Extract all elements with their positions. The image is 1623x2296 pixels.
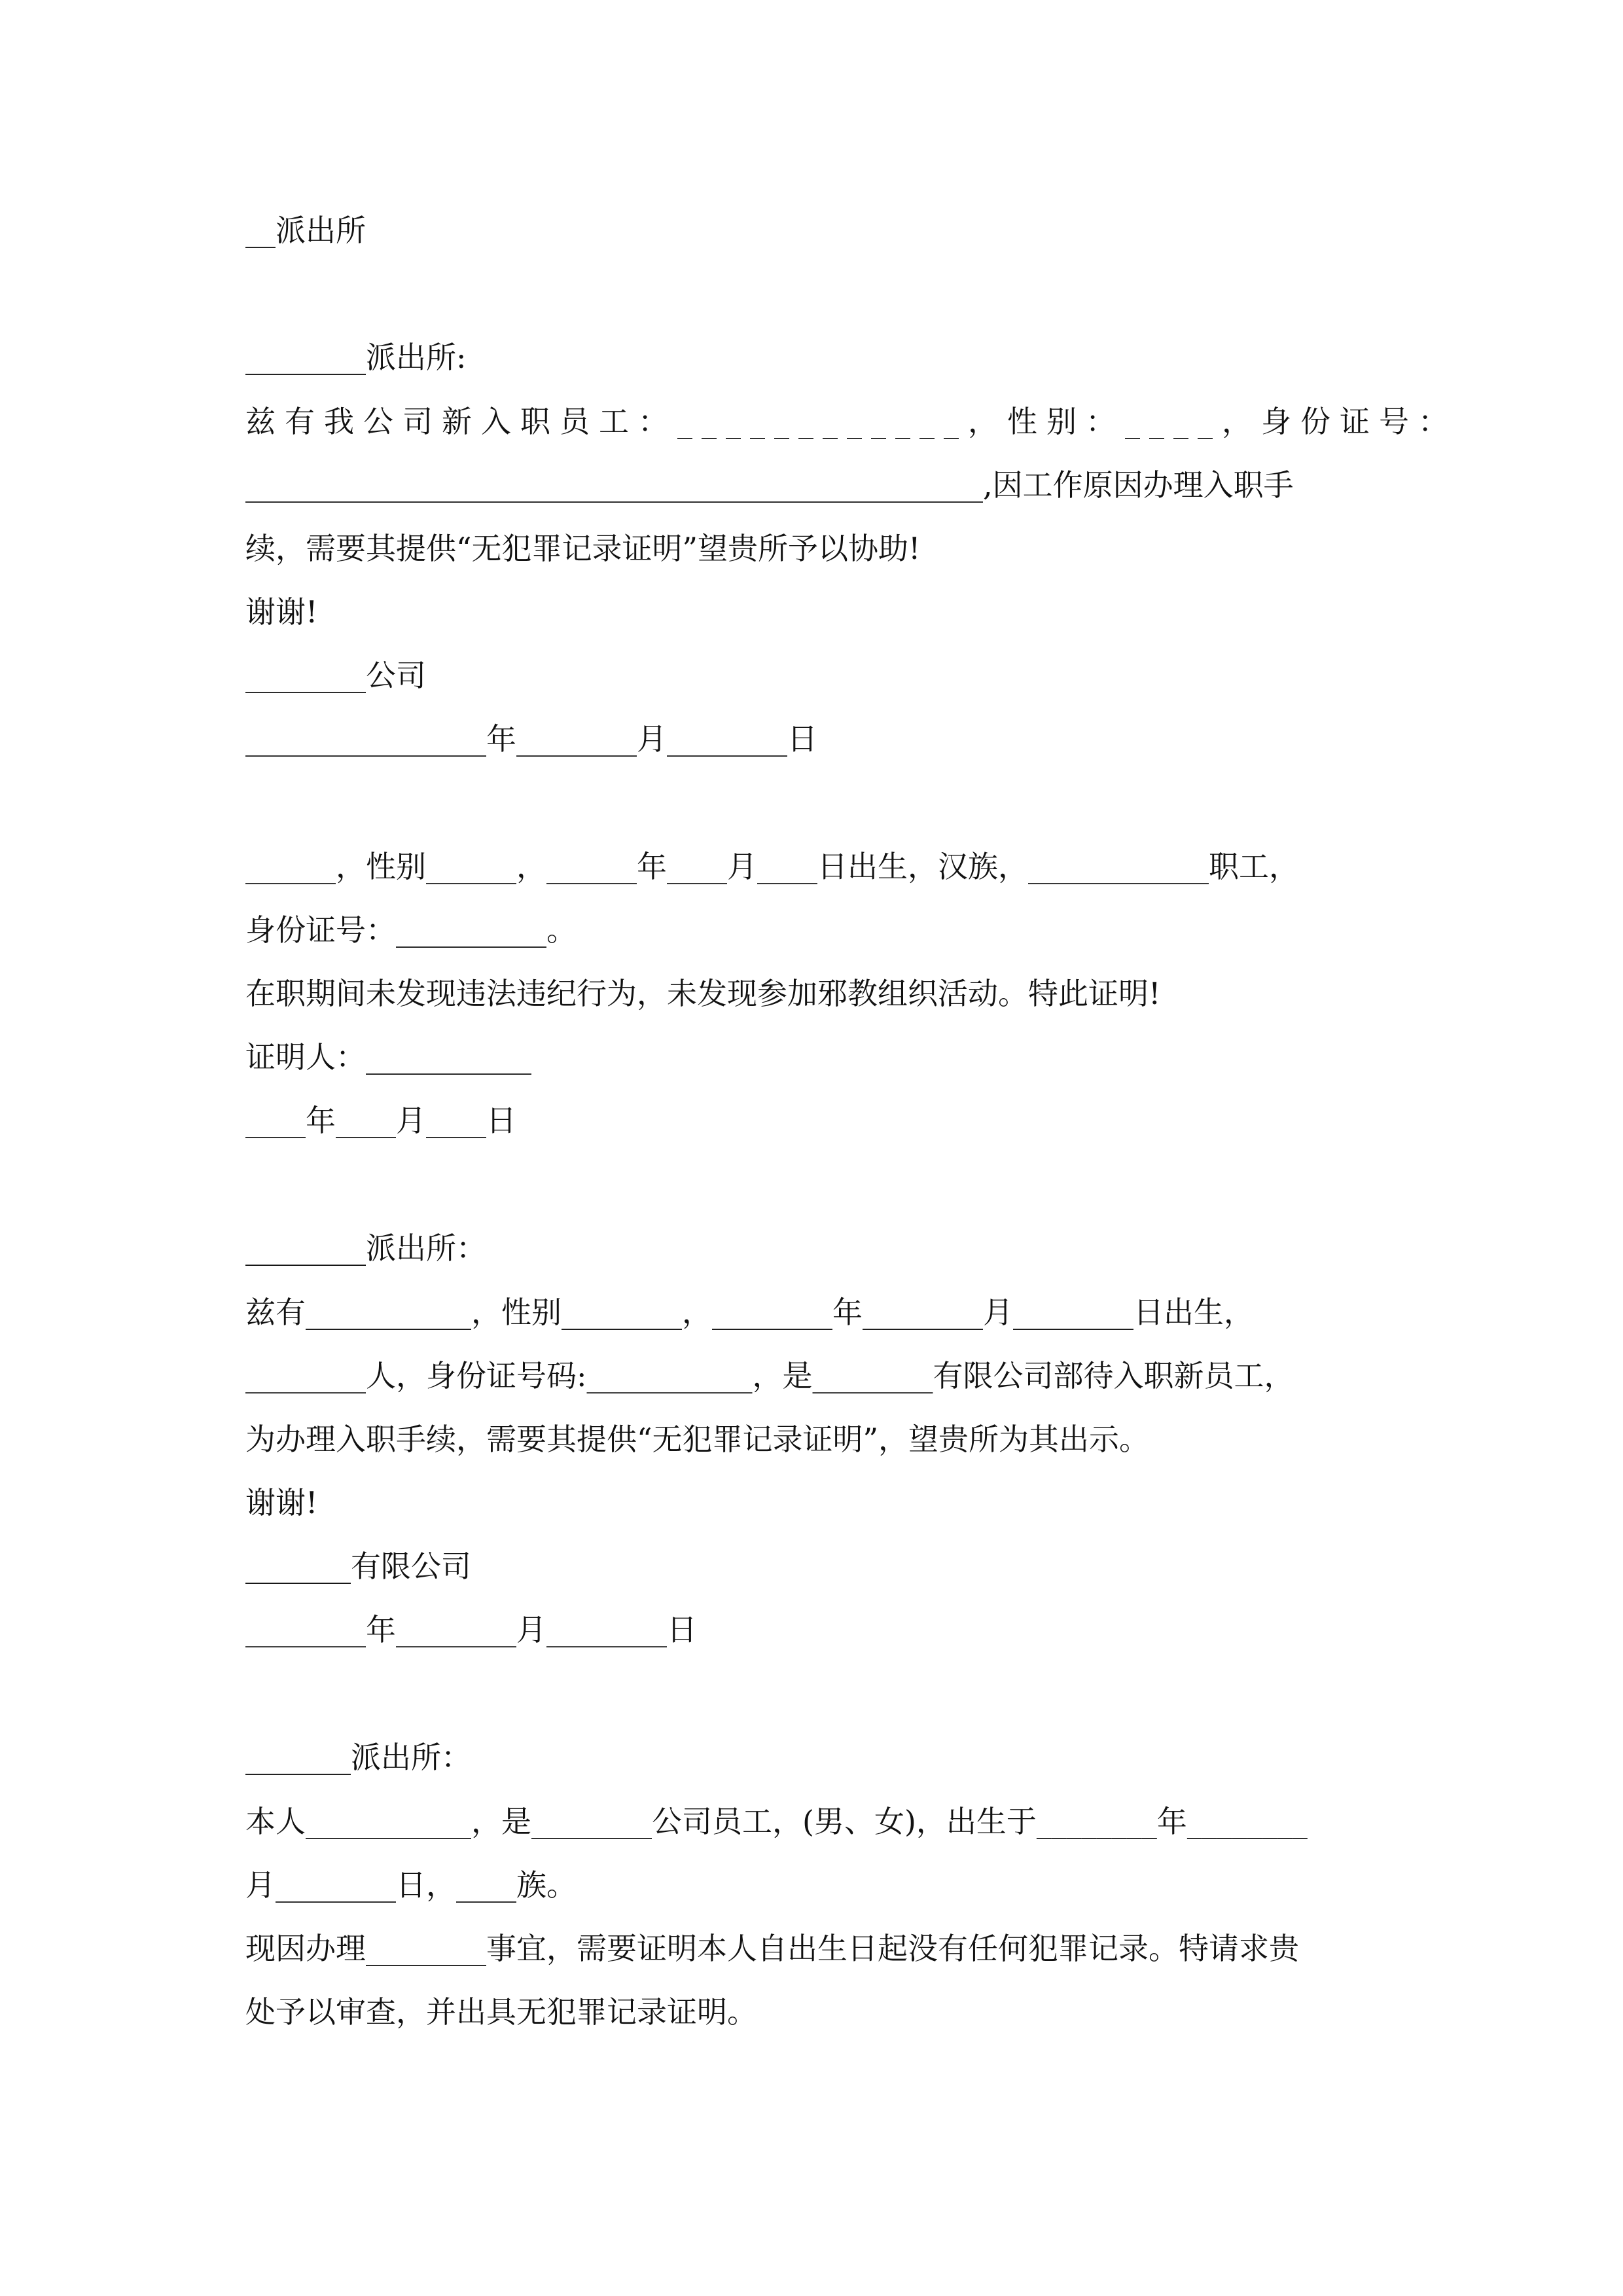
letter2-paragraph-line3: 为办理入职手续，需要其提供“无犯罪记录证明”，望贵所为其出示。 — [245, 1422, 1150, 1457]
document-title: __派出所 — [245, 213, 366, 248]
certificate-signer: 证明人：___________ — [245, 1039, 531, 1075]
certificate-line3: 在职期间未发现违法违纪行为，未发现参加邪教组织活动。特此证明! — [245, 976, 1161, 1011]
letter2-company: _______有限公司 — [245, 1549, 471, 1584]
letter2-thanks: 谢谢! — [245, 1485, 318, 1520]
letter3-paragraph-line2: 月________日，____族。 — [245, 1867, 577, 1903]
letter3-salutation: _______派出所： — [245, 1740, 471, 1775]
letter2-paragraph-line1: 兹有___________，性别________，________年________月________日出生， — [245, 1295, 1254, 1330]
letter1-company: ________公司 — [245, 658, 426, 693]
letter2-date: ________年________月________日 — [245, 1612, 697, 1647]
letter1-paragraph-line2: _________________________________________________,因工作原因办理入职手 — [245, 467, 1294, 503]
certificate-line1: ______，性别______，______年____月____日出生，汉族，____________职工， — [245, 849, 1299, 884]
letter2-salutation: ________派出所： — [245, 1230, 486, 1266]
letter1-date: ________________年________月________日 — [245, 721, 817, 757]
letter3-paragraph-line1: 本人___________，是________公司员工，(男、女)，出生于________年________ — [245, 1804, 1308, 1839]
letter1-thanks: 谢谢! — [245, 594, 318, 630]
letter1-paragraph-line1: 兹有我公司新入职员工：____________，性别：____，身份证号： — [245, 404, 1457, 439]
letter2-paragraph-line2: ________人，身份证号码:___________，是________有限公司部待入职新员工， — [245, 1358, 1294, 1393]
letter3-paragraph-line3: 现因办理________事宜，需要证明本人自出生日起没有任何犯罪记录。特请求贵 — [245, 1931, 1299, 1966]
letter3-paragraph-line4: 处予以审查，并出具无犯罪记录证明。 — [245, 1994, 757, 2030]
letter1-salutation: ________派出所: — [245, 340, 467, 375]
letter1-paragraph-line3: 续，需要其提供“无犯罪记录证明”望贵所予以协助! — [245, 531, 921, 566]
certificate-line2: 身份证号：__________。 — [245, 912, 577, 948]
certificate-date: ____年____月____日 — [245, 1103, 516, 1138]
